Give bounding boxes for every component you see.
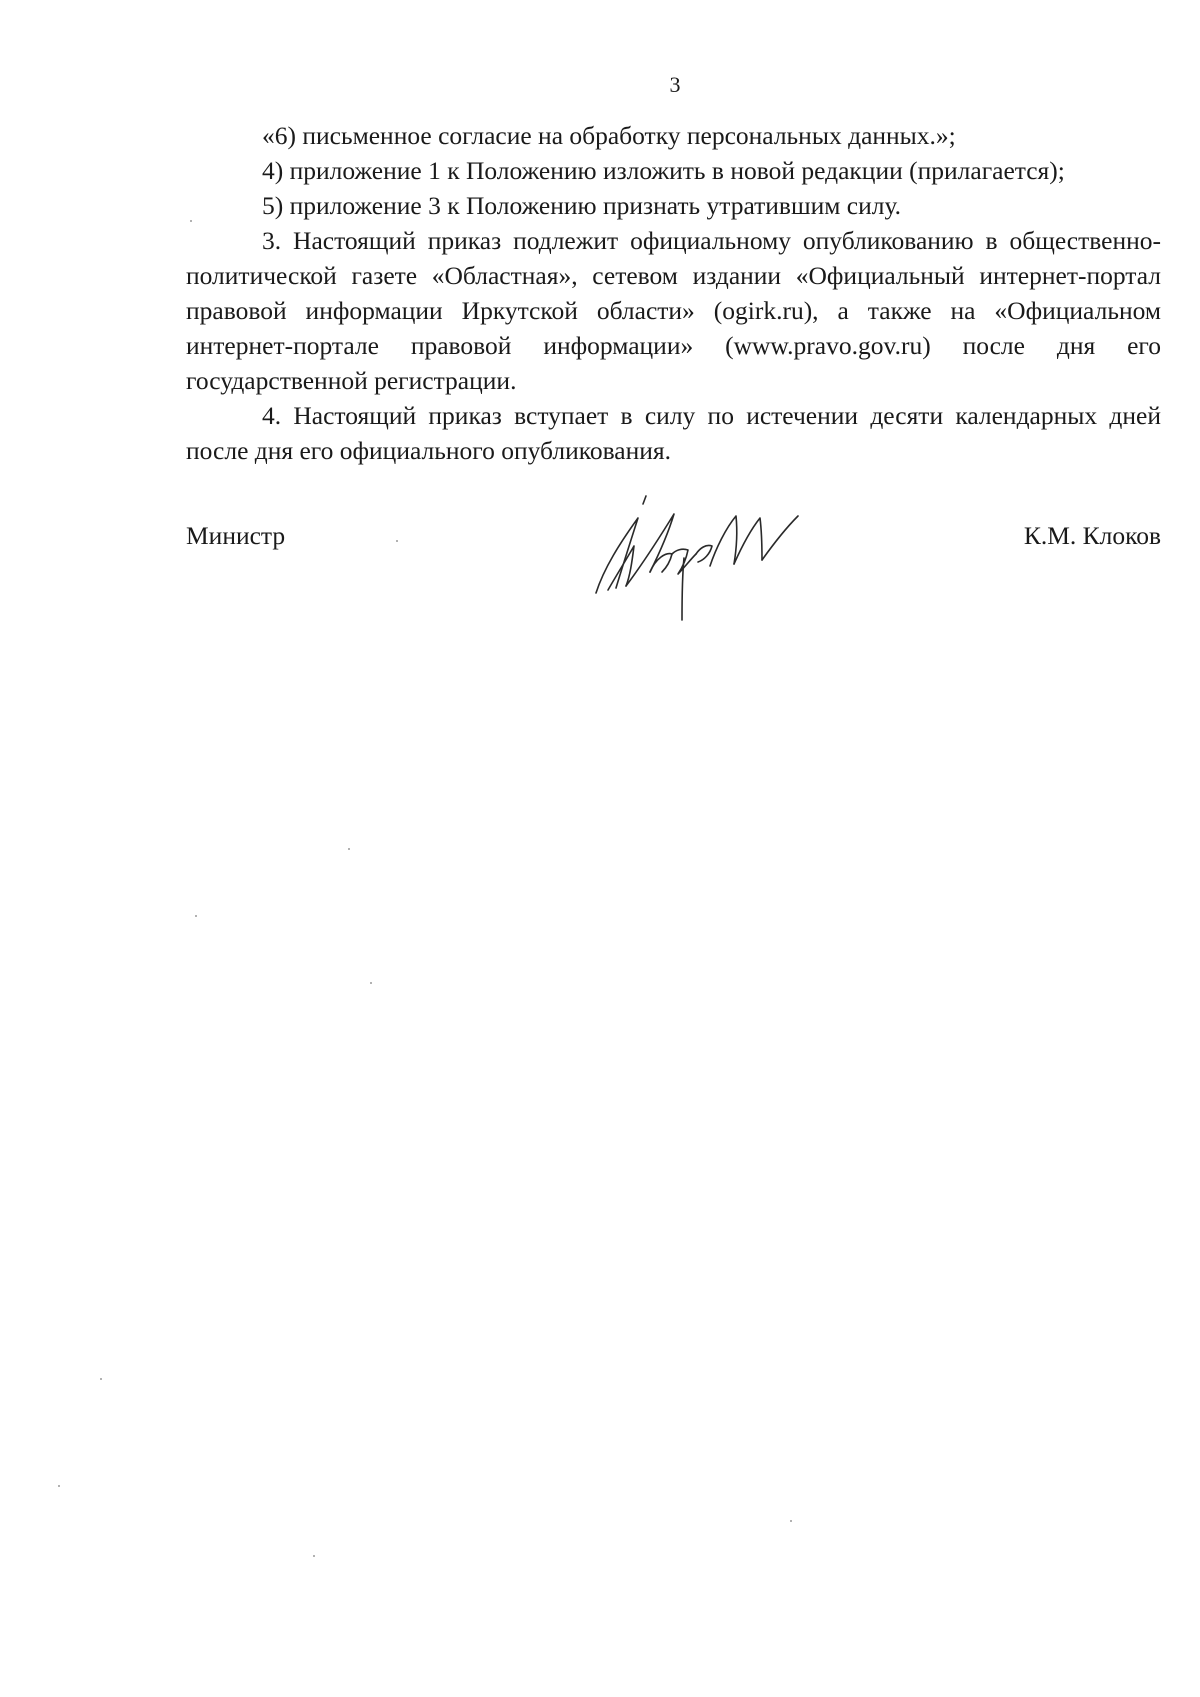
scan-speck: [313, 1555, 315, 1557]
signatory-name: К.М. Клоков: [1023, 521, 1161, 550]
scan-speck: [190, 220, 192, 222]
paragraph-effective-date: 4. Настоящий приказ вступает в силу по истечении десяти календарных дней после дня его официального опубликования.: [186, 401, 1161, 465]
scan-speck: [790, 1520, 792, 1522]
paragraph-item-4: 4) приложение 1 к Положению изложить в новой редакции (прилагается);: [262, 156, 1065, 185]
paragraph-publication: 3. Настоящий приказ подлежит официальному опубликованию в общественно-политической газете «Областная», сетевом издании «Официальный интернет-портал правовой информации Иркутской области» (ogirk.ru), а также на «Официальном интернет-портале правовой информации» (www.pravo.gov.ru) после дня его государственной регистрации.: [186, 226, 1161, 395]
scan-speck: [348, 848, 350, 850]
scan-speck: [58, 1485, 60, 1487]
document-body: [186, 118, 1161, 468]
scan-speck: [396, 540, 398, 542]
signatory-title: Министр: [186, 521, 286, 550]
handwritten-signature: [586, 488, 816, 628]
scan-speck: [370, 982, 372, 984]
page-number: 3: [669, 72, 681, 97]
paragraph-item-6: «6) письменное согласие на обработку персональных данных.»;: [262, 121, 956, 150]
paragraph-item-5: 5) приложение 3 к Положению признать утратившим силу.: [262, 191, 902, 220]
scan-speck: [195, 915, 197, 917]
scan-speck: [100, 1378, 102, 1380]
